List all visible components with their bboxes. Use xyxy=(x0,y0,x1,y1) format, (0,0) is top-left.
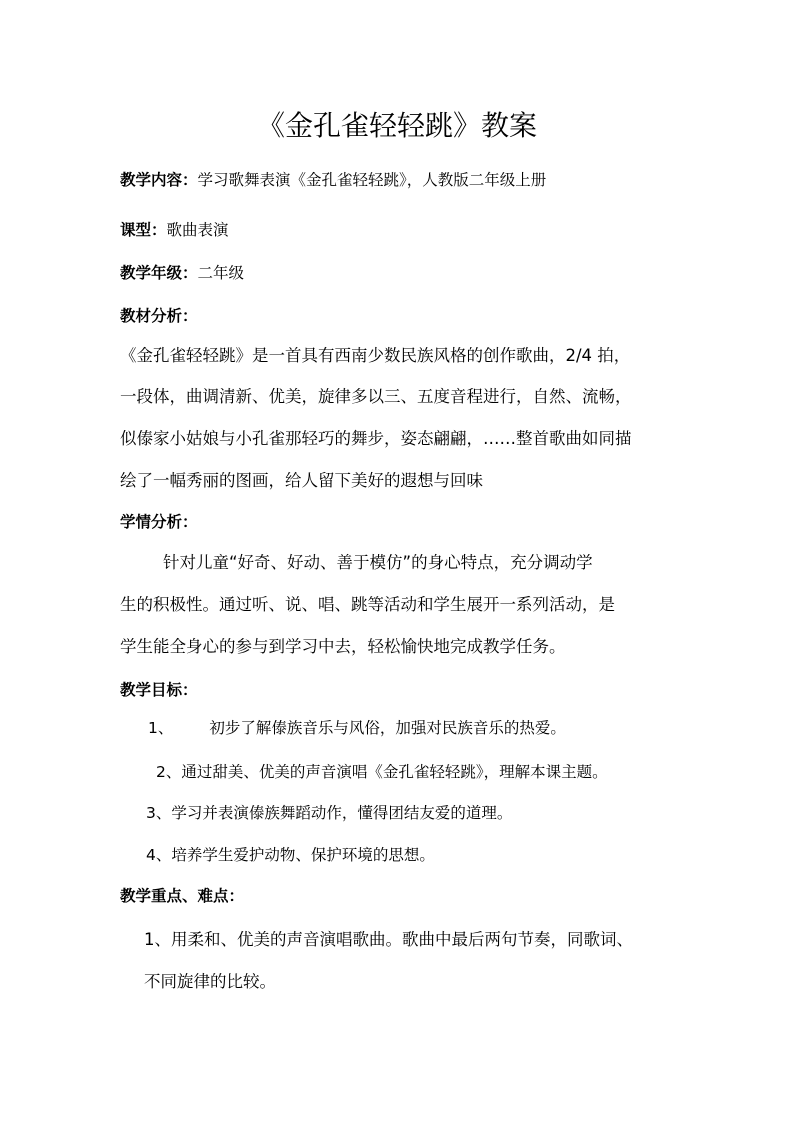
objective-text: 培养学生爱护动物、保护环境的思想。 xyxy=(171,846,435,864)
objective-number: 4、 xyxy=(146,846,172,864)
material-analysis-line: 似傣家小姑娘与小孔雀那轻巧的舞步，姿态翩翩，……整首歌曲如同描 xyxy=(120,429,632,448)
key-points-line: 1、用柔和、优美的声音演唱歌曲。歌曲中最后两句节奏，同歌词、 xyxy=(144,930,633,949)
lesson-type-label: 课型： xyxy=(120,221,167,239)
grade-label: 教学年级： xyxy=(120,264,198,282)
objective-text: 初步了解傣族音乐与风俗，加强对民族音乐的热爱。 xyxy=(209,719,566,737)
key-points-heading: 教学重点、难点： xyxy=(120,887,245,905)
material-analysis-line: 一段体，曲调清新、优美，旋律多以三、五度音程进行，自然、流畅， xyxy=(120,387,632,406)
key-points-line: 不同旋律的比较。 xyxy=(144,972,276,991)
student-analysis-heading: 学情分析： xyxy=(120,513,198,531)
objective-text: 学习并表演傣族舞蹈动作，懂得团结友爱的道理。 xyxy=(171,804,513,822)
teaching-content-row xyxy=(120,170,546,190)
objective-number: 3、 xyxy=(146,804,172,822)
lesson-type-row xyxy=(120,220,229,240)
objective-text: 通过甜美、优美的声音演唱《金孔雀轻轻跳》，理解本课主题。 xyxy=(181,763,608,781)
grade-value: 二年级 xyxy=(197,264,245,282)
student-analysis-line: 针对儿童“好奇、好动、善于模仿”的身心特点，充分调动学 xyxy=(163,553,593,572)
teaching-content-label: 教学内容： xyxy=(120,171,198,189)
student-analysis-line: 生的积极性。通过听、说、唱、跳等活动和学生展开一系列活动，是 xyxy=(120,595,615,614)
material-analysis-line: 绘了一幅秀丽的图画，给人留下美好的遐想与回味 xyxy=(120,471,483,490)
teaching-content-value: 学习歌舞表演《金孔雀轻轻跳》，人教版二年级上册 xyxy=(197,171,547,189)
material-analysis-heading: 教材分析： xyxy=(120,307,198,325)
student-analysis-line: 学生能全身心的参与到学习中去，轻松愉快地完成教学任务。 xyxy=(120,637,566,656)
objective-number: 2、 xyxy=(156,763,182,781)
page-title: 《金孔雀轻轻跳》教案 xyxy=(256,109,537,142)
objective-item xyxy=(148,718,566,738)
objective-item xyxy=(156,762,608,782)
lesson-type-value: 歌曲表演 xyxy=(166,221,229,239)
objective-item xyxy=(146,803,512,823)
material-analysis-line: 《金孔雀轻轻跳》是一首具有西南少数民族风格的创作歌曲，2/4 拍， xyxy=(120,346,631,365)
objective-number: 1、 xyxy=(148,719,174,737)
grade-row xyxy=(120,263,244,283)
objective-item xyxy=(146,845,435,865)
objectives-heading: 教学目标： xyxy=(120,681,198,699)
